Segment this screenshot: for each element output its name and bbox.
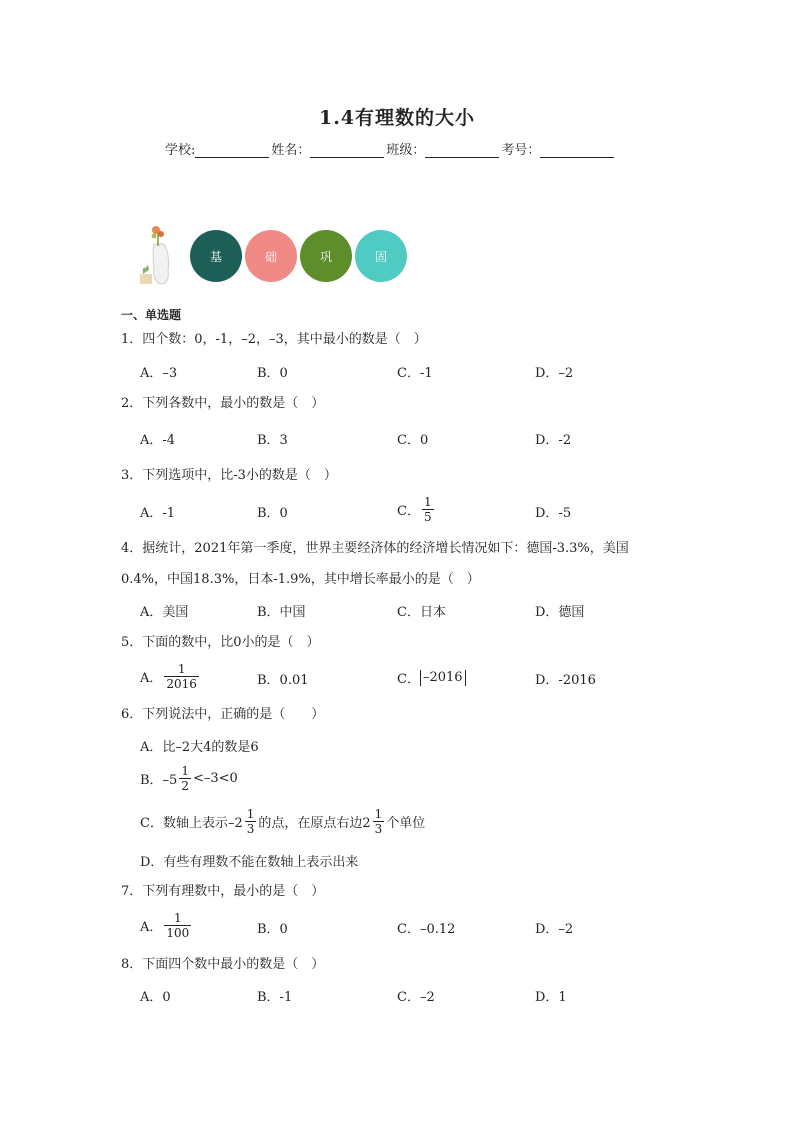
fraction-numerator: 1 (246, 807, 255, 821)
question-2-stem: 2．下列各数中，最小的数是（ ） (121, 396, 325, 411)
q2-option-c[interactable]: C．0 (397, 433, 429, 448)
question-3-stem: 3．下列选项中，比-3小的数是（ ） (121, 468, 337, 483)
badge-circle-3: 巩 (300, 230, 352, 282)
question-4-stem-line2: 0.4%，中国18.3%，日本-1.9%，其中增长率最小的是（ ） (121, 572, 480, 587)
q7-option-c[interactable]: C．–0.12 (397, 922, 456, 937)
q5-option-a-prefix: A． (140, 671, 163, 686)
q6-option-d[interactable]: D．有些有理数不能在数轴上表示出来 (140, 855, 359, 870)
fraction-denominator: 2 (181, 779, 189, 793)
q6-option-b-prefix: B．–5 (140, 773, 178, 788)
question-8-stem: 8．下面四个数中最小的数是（ ） (121, 957, 325, 972)
class-label: 班级： (386, 143, 426, 158)
q3-option-a[interactable]: A．-1 (140, 506, 176, 521)
q6-option-c[interactable] (140, 807, 425, 836)
q7-option-a-prefix: A． (140, 920, 163, 935)
q3-option-b[interactable]: B．0 (257, 506, 288, 521)
q6-option-b[interactable] (140, 764, 238, 793)
q6-option-b-suffix: <–3<0 (192, 771, 238, 786)
q7-option-d[interactable]: D．–2 (535, 922, 574, 937)
q5-option-d[interactable]: D．-2016 (535, 673, 596, 688)
page-title: 1.4有理数的大小 (318, 107, 476, 129)
q2-option-d[interactable]: D．-2 (535, 433, 572, 448)
fraction-numerator: 1 (423, 495, 432, 509)
q3-option-c-prefix: C． (397, 504, 420, 519)
exam-no-field[interactable] (540, 143, 614, 158)
q7-option-a[interactable] (140, 911, 193, 940)
fraction (164, 911, 191, 940)
question-5-stem: 5．下面的数中，比0小的是（ ） (121, 635, 320, 650)
fraction-numerator: 1 (181, 764, 189, 778)
fraction-denominator: 3 (374, 822, 383, 836)
q6-option-c-prefix: C．数轴上表示–2 (140, 816, 243, 831)
q8-option-b[interactable]: B．-1 (257, 990, 293, 1005)
badge-circle-2: 础 (245, 230, 297, 282)
q5-option-c-prefix: C． (397, 672, 420, 687)
q3-option-c[interactable] (397, 495, 436, 524)
question-4-stem-line1: 4．据统计，2021年第一季度，世界主要经济体的经济增长情况如下：德国-3.3%，美国 (121, 541, 629, 556)
fraction (179, 764, 191, 793)
q4-option-b[interactable]: B．中国 (257, 605, 306, 620)
absolute-value: –2016 (420, 670, 466, 686)
q2-option-b[interactable]: B．3 (257, 433, 288, 448)
question-7-stem: 7．下列有理数中，最小的是（ ） (121, 884, 325, 899)
q8-option-d[interactable]: D．1 (535, 990, 567, 1005)
q2-option-a[interactable]: A．-4 (140, 433, 176, 448)
badge-circle-1: 基 (190, 230, 242, 282)
q4-option-a[interactable]: A．美国 (140, 605, 189, 620)
question-1-stem: 1．四个数：0，-1，–2，–3，其中最小的数是（ ） (121, 332, 427, 347)
q4-option-c[interactable]: C．日本 (397, 605, 446, 620)
fraction-numerator: 1 (177, 662, 186, 676)
fraction (245, 807, 257, 836)
q5-option-c[interactable] (397, 668, 466, 687)
fraction-numerator: 1 (374, 807, 383, 821)
class-field[interactable] (425, 143, 499, 158)
badge-circle-4: 固 (355, 230, 407, 282)
section-title: 一、单选题 (121, 308, 182, 322)
q6-option-c-middle: 的点，在原点右边2 (258, 816, 371, 831)
q4-option-d[interactable]: D．德国 (535, 605, 585, 620)
school-label: 学校: (165, 143, 196, 158)
school-field[interactable] (195, 143, 269, 158)
question-6-stem: 6．下列说法中，正确的是（ ） (121, 707, 325, 722)
section-badge (138, 224, 410, 288)
q3-option-d[interactable]: D．-5 (535, 506, 572, 521)
fraction-denominator: 2016 (166, 677, 197, 691)
q8-option-a[interactable]: A．0 (140, 990, 171, 1005)
student-info-row (165, 139, 616, 158)
q6-option-a[interactable]: A．比–2大4的数是6 (140, 740, 259, 755)
q8-option-c[interactable]: C．–2 (397, 990, 435, 1005)
fraction (422, 495, 434, 524)
fraction-denominator: 100 (166, 926, 190, 940)
q1-option-c[interactable]: C．-1 (397, 366, 433, 381)
fraction-denominator: 3 (246, 822, 255, 836)
q5-option-a[interactable] (140, 662, 201, 691)
q1-option-a[interactable]: A．–3 (140, 366, 178, 381)
exam-no-label: 考号： (501, 143, 541, 158)
fraction (373, 807, 385, 836)
q7-option-b[interactable]: B．0 (257, 922, 288, 937)
fraction-denominator: 5 (423, 510, 432, 524)
q1-option-d[interactable]: D．–2 (535, 366, 574, 381)
q5-option-b[interactable]: B．0.01 (257, 673, 309, 688)
q6-option-c-suffix: 个单位 (386, 816, 426, 831)
name-label: 姓名： (271, 143, 311, 158)
name-field[interactable] (310, 143, 384, 158)
plant-vase-icon (138, 224, 182, 288)
fraction-numerator: 1 (174, 911, 182, 925)
fraction (164, 662, 199, 691)
q1-option-b[interactable]: B．0 (257, 366, 288, 381)
